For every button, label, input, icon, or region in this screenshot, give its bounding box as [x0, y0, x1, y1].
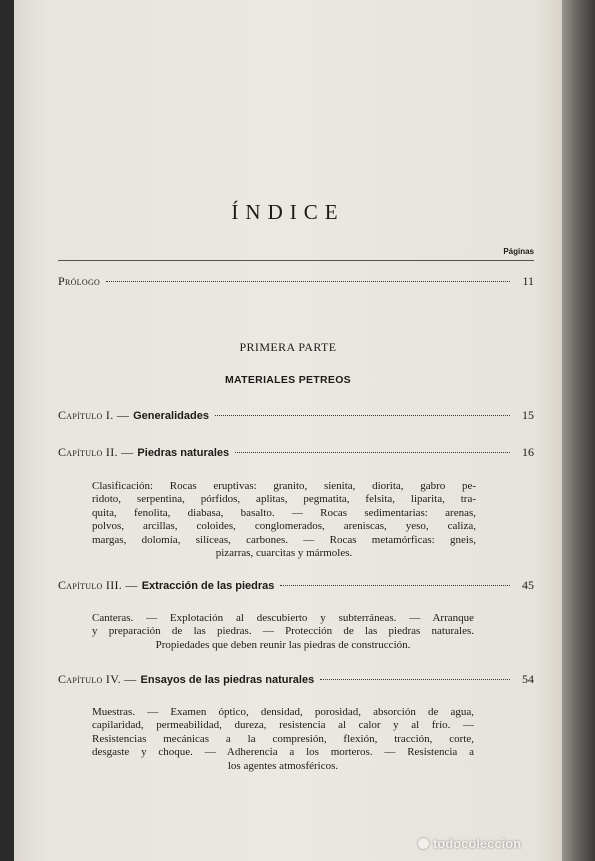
summary-line: Resistencias mecánicas a la compresión, flexión, tracción, corte, [92, 732, 474, 745]
adjacent-page-edge [562, 0, 595, 861]
toc-entry-chapter-1[interactable] [58, 408, 534, 424]
page-number: 45 [522, 578, 534, 592]
page-number: 54 [522, 672, 534, 686]
chapter-title: Piedras naturales [137, 447, 230, 459]
chapter-4-summary [92, 706, 474, 773]
page-number: 16 [522, 445, 534, 459]
page-number: 11 [522, 274, 534, 288]
summary-line: capilaridad, permeabilidad, dureza, resistencia al calor y al frío. — [92, 719, 474, 732]
dot-leader [320, 678, 510, 680]
header-rule [58, 260, 534, 261]
chapter-title: Generalidades [133, 410, 209, 422]
summary-line: los agentes atmosféricos. [227, 759, 339, 772]
chapter-label: Capítulo I. — [58, 408, 130, 422]
summary-line: quita, fenolita, diabasa, basalto. — Rocas sedimentarias: arenas, [92, 506, 476, 519]
index-title: ÍNDICE [231, 200, 345, 224]
pages-column-header: Páginas [503, 247, 534, 256]
toc-entry-prologue[interactable] [58, 274, 534, 290]
chapter-3-summary [92, 612, 474, 652]
summary-line: Canteras. — Explotación al descubierto y subterráneas. — Arranque [92, 612, 474, 624]
summary-line: Propiedades que deben reunir las piedras de construcción. [155, 638, 411, 651]
summary-line: Clasificación: Rocas eruptivas: granito, sienita, diorita, gabro pe- [92, 480, 476, 492]
dot-leader [235, 451, 510, 453]
chapter-label: Capítulo IV. — [58, 672, 137, 686]
page-number: 15 [522, 408, 534, 422]
summary-line: Muestras. — Examen óptico, densidad, porosidad, absorción de agua, [92, 706, 474, 718]
prologue-label: Prólogo [58, 274, 101, 288]
summary-line: desgaste y choque. — Adherencia a los morteros. — Resistencia a [92, 746, 474, 759]
chapter-2-summary [92, 480, 476, 560]
toc-entry-chapter-3[interactable] [58, 578, 534, 594]
dot-leader [215, 414, 510, 416]
book-page [14, 0, 562, 861]
part-heading: PRIMERA PARTE [239, 340, 337, 354]
watermark [418, 836, 521, 851]
dot-leader [280, 584, 510, 586]
chapter-title: Extracción de las piedras [141, 580, 275, 592]
chapter-label: Capítulo II. — [58, 445, 134, 459]
dot-leader [106, 280, 510, 282]
summary-line: ridoto, serpentina, pórfidos, aplitas, pegmatita, felsita, liparita, tra- [92, 493, 476, 506]
watermark-logo-icon [418, 838, 429, 849]
toc-entry-chapter-4[interactable] [58, 672, 534, 688]
section-heading: MATERIALES PETREOS [225, 374, 351, 386]
summary-line: margas, dolomía, silíceas, carbones. — Rocas metamórficas: gneis, [92, 533, 476, 546]
summary-line: y preparación de las piedras. — Protección de las piedras naturales. [92, 625, 474, 638]
toc-entry-chapter-2[interactable] [58, 445, 534, 461]
chapter-label: Capítulo III. — [58, 578, 138, 592]
summary-line: polvos, arcillas, coloides, conglomerados, areniscas, yeso, caliza, [92, 520, 476, 533]
chapter-title: Ensayos de las piedras naturales [140, 674, 315, 686]
summary-line: pizarras, cuarcitas y mármoles. [215, 547, 353, 560]
watermark-text: todocoleccion [433, 836, 522, 851]
